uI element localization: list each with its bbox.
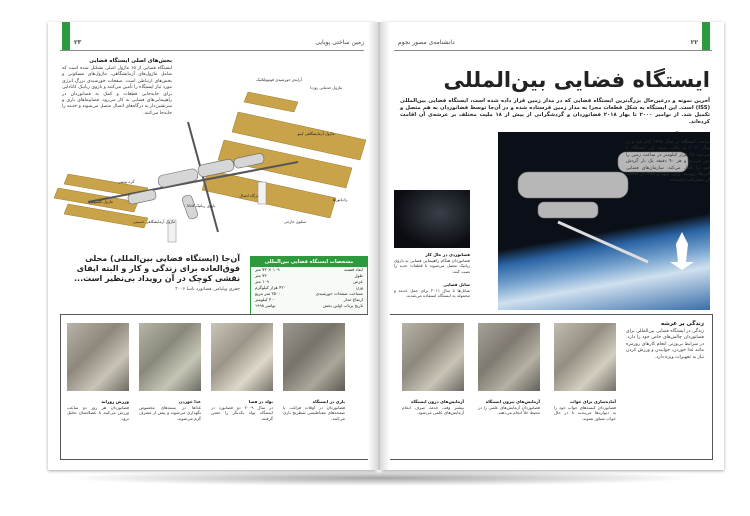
strip-title: زندگی بر عرشه [660, 321, 704, 327]
spec-row: وزن ۴۲۰ هزار کیلوگرم [255, 285, 363, 290]
label-columbus: ماژول کلمبوس [89, 199, 113, 204]
label-radiators: رادیاتورها [332, 197, 348, 202]
label-zvezda: ماژول خدماتی زوزدا [309, 85, 343, 90]
structure-body: ساخت ایستگاه در سال ۱۹۹۸ آغاز شد و در سال ۲۰۱۱ به پایان رسید. این ایستگاه با سرعت ۲۸ هزار کیلومتر در ساعت زمین را دور می‌زند و هر ۹۰ دقیقه یک بار گردش خود را کامل می‌کند. سازمان‌های فضایی آمریکا، روسیه، ژاپن، اروپا و کانادا در ساخت آن مشارکت داشته‌اند. [626, 140, 711, 184]
quote-text: آن‌جا (ایستگاه فضایی بین‌المللی) محلی فوق‌العاده برای زندگی و کار و البته ایفای نقشی کوچک در آن رویداد بی‌نظیر است... [74, 254, 240, 283]
strip-intro: زندگی در ایستگاه فضایی بین‌المللی برای فضانوردان چالش‌های خاص خود را دارد. در شرایط بی‌وزنی انجام کارهای روزمره مانند غذا خوردن، خوابیدن و ورزش کردن نیاز به تجهیزات ویژه دارد. [626, 329, 704, 360]
header-rule [394, 50, 712, 51]
specs-title: مشخصات ایستگاه فضایی بین‌المللی [251, 257, 367, 267]
section-title: زمین ساختی پویایی [315, 38, 364, 46]
section-title: دانشنامه‌ی مصور نجوم [398, 38, 455, 46]
photo-birthday [283, 323, 345, 391]
caption-eating: غذا خوردن غذاها در بسته‌های مخصوص نگهداری می‌شوند و پیش از مصرف گرم می‌شوند. [139, 399, 201, 421]
label-external-platform: سکوی خارجی [283, 219, 307, 224]
pull-quote [64, 254, 240, 292]
structure-section [626, 132, 710, 185]
page-number: ۲۳ [74, 38, 82, 46]
spec-row: عرض ۱۰۹ متر [255, 279, 363, 284]
caption-lab-outside: آزمایش‌های بیرون ایستگاه فضانوردان آزمایش‌های علمی را در محیط خلأ انجام می‌دهند. [478, 399, 540, 416]
article-title: ایستگاه فضایی بین‌المللی [443, 68, 710, 92]
book-shadow [60, 470, 700, 486]
spec-row: ابعاد قفسه ۱۰۹ × ۷۳ متر [255, 267, 363, 272]
spec-row: تاریخ پرتاب اولین بخش نوامبر ۱۹۹۸ [255, 303, 363, 308]
label-unity: گره یونیتی [117, 179, 135, 184]
label-destiny: ماژول آزمایشگاهی دستینی [132, 219, 176, 224]
caption-lab-inside: آزمایش‌های درون ایستگاه بیشتر وقت خدمه صرف انجام آزمایش‌های علمی می‌شود. [402, 399, 464, 416]
photo-lab-inside [402, 323, 464, 391]
caption-shuttle: شاتل فضایی شاتل‌ها تا سال ۲۰۱۱ برای حمل خدمه و محموله به ایستگاه استفاده می‌شدند. [394, 282, 470, 299]
spec-row: مساحت صفحات خورشیدی ۲۵۰۰ متر مربع [255, 291, 363, 296]
left-page [48, 22, 376, 470]
caption-exercise: ورزش روزانه فضانوردان هر روز دو ساعت ورزش می‌کنند تا عضلاتشان تحلیل نرود. [67, 399, 129, 421]
sidebar-block [62, 58, 172, 117]
right-page [382, 22, 724, 470]
photo-eating [139, 323, 201, 391]
spec-row: طول ۷۳ متر [255, 273, 363, 278]
photo-chess [211, 323, 273, 391]
caption-birthday: تولد در فضا در سال ۲۰۰۹ دو فضانورد در ایستگاه تولد یکدیگر را جشن گرفتند. [211, 399, 273, 421]
caption-spacewalk: فضانوردی در حال کار فضانوردان هنگام راهپیمایی فضایی به بازوی رباتیک متصل می‌شوند تا قطعات جدید را نصب کنند. [394, 252, 470, 274]
label-docking-port: درگاه اتصال [239, 193, 259, 198]
label-canadarm: بازوی رباتیک کانادا [186, 203, 216, 208]
spec-row: ارتفاع مدار ۴۰۰ کیلومتر [255, 297, 363, 302]
quote-author: جفری ویلیامز، فضانورد ناسا ۲۰۰۶ [175, 287, 240, 292]
structure-subhead: ساختار ایستگاه [669, 132, 710, 138]
photo-lab-outside [478, 323, 540, 391]
sidebar-title: بخش‌های اصلی ایستگاه فضایی [89, 58, 172, 64]
photo-sleep-prep [554, 323, 616, 391]
solar-panel [244, 92, 298, 112]
book-gutter [368, 22, 390, 470]
caption-sleep: آماده‌سازی برای خواب فضانوردان کیسه‌های خواب خود را به دیواره‌ها می‌بندند تا در حال خواب شناور نشوند. [554, 399, 616, 421]
left-page-header [60, 36, 364, 48]
caption-chess: بازی در ایستگاه فضانوردان در اوقات فراغت با صفحه‌های مغناطیسی شطرنج بازی می‌کنند. [283, 399, 345, 421]
sidebar-text: ایستگاه فضایی از ۱۵ ماژول اصلی تشکیل شده است که شامل ماژول‌های آزمایشگاهی، ماژول‌های مسکونی و بخش‌های ارتباطی است. صفحات خورشیدی بزرگ انرژی مورد نیاز ایستگاه را تأمین می‌کنند و بازوی رباتیک کانادایی برای جابه‌جایی قطعات و کمک به فضانوردان در راهپیمایی‌های فضایی به کار می‌رود. فضاپیماهای باری و سرنشین‌دار به درگاه‌های اتصال متصل می‌شوند و خدمه را جابه‌جا می‌کنند. [62, 66, 173, 116]
photo-sleeping [67, 323, 129, 391]
label-kibo: ماژول آزمایشگاهی کیبو [297, 131, 335, 136]
specs-box [250, 256, 368, 322]
label-solar-array: آرایه‌ی خورشیدی فوتوولتائیک [256, 77, 302, 82]
strip-intro-block [626, 321, 704, 361]
article-intro: آخرین نمونه و درعین‌حال بزرگ‌ترین ایستگاه فضایی که در مدار زمین قرار داده شده است، ایستگاه فضایی بین‌المللی (ISS) است. این ایستگاه به شکل قطعات مجزا به مدار زمین فرستاده شده و در آن‌جا توسط فضانوردان به هم متصل و تکمیل شد. از نوامبر ۲۰۰۰ تا بهار ۲۰۱۸ فضانوردان و گردشگرانی از بیش از ۱۸ ملیت مختلف بر عرشه‌ی آن اقامت کرده‌اند. [400, 98, 710, 125]
page-number: ۲۲ [690, 38, 698, 46]
header-rule [60, 50, 364, 51]
magazine-spread [48, 22, 724, 470]
life-strip-right [382, 314, 713, 460]
life-strip-left [60, 314, 376, 460]
right-page-header [394, 36, 712, 48]
photo-spacewalk [394, 190, 470, 248]
